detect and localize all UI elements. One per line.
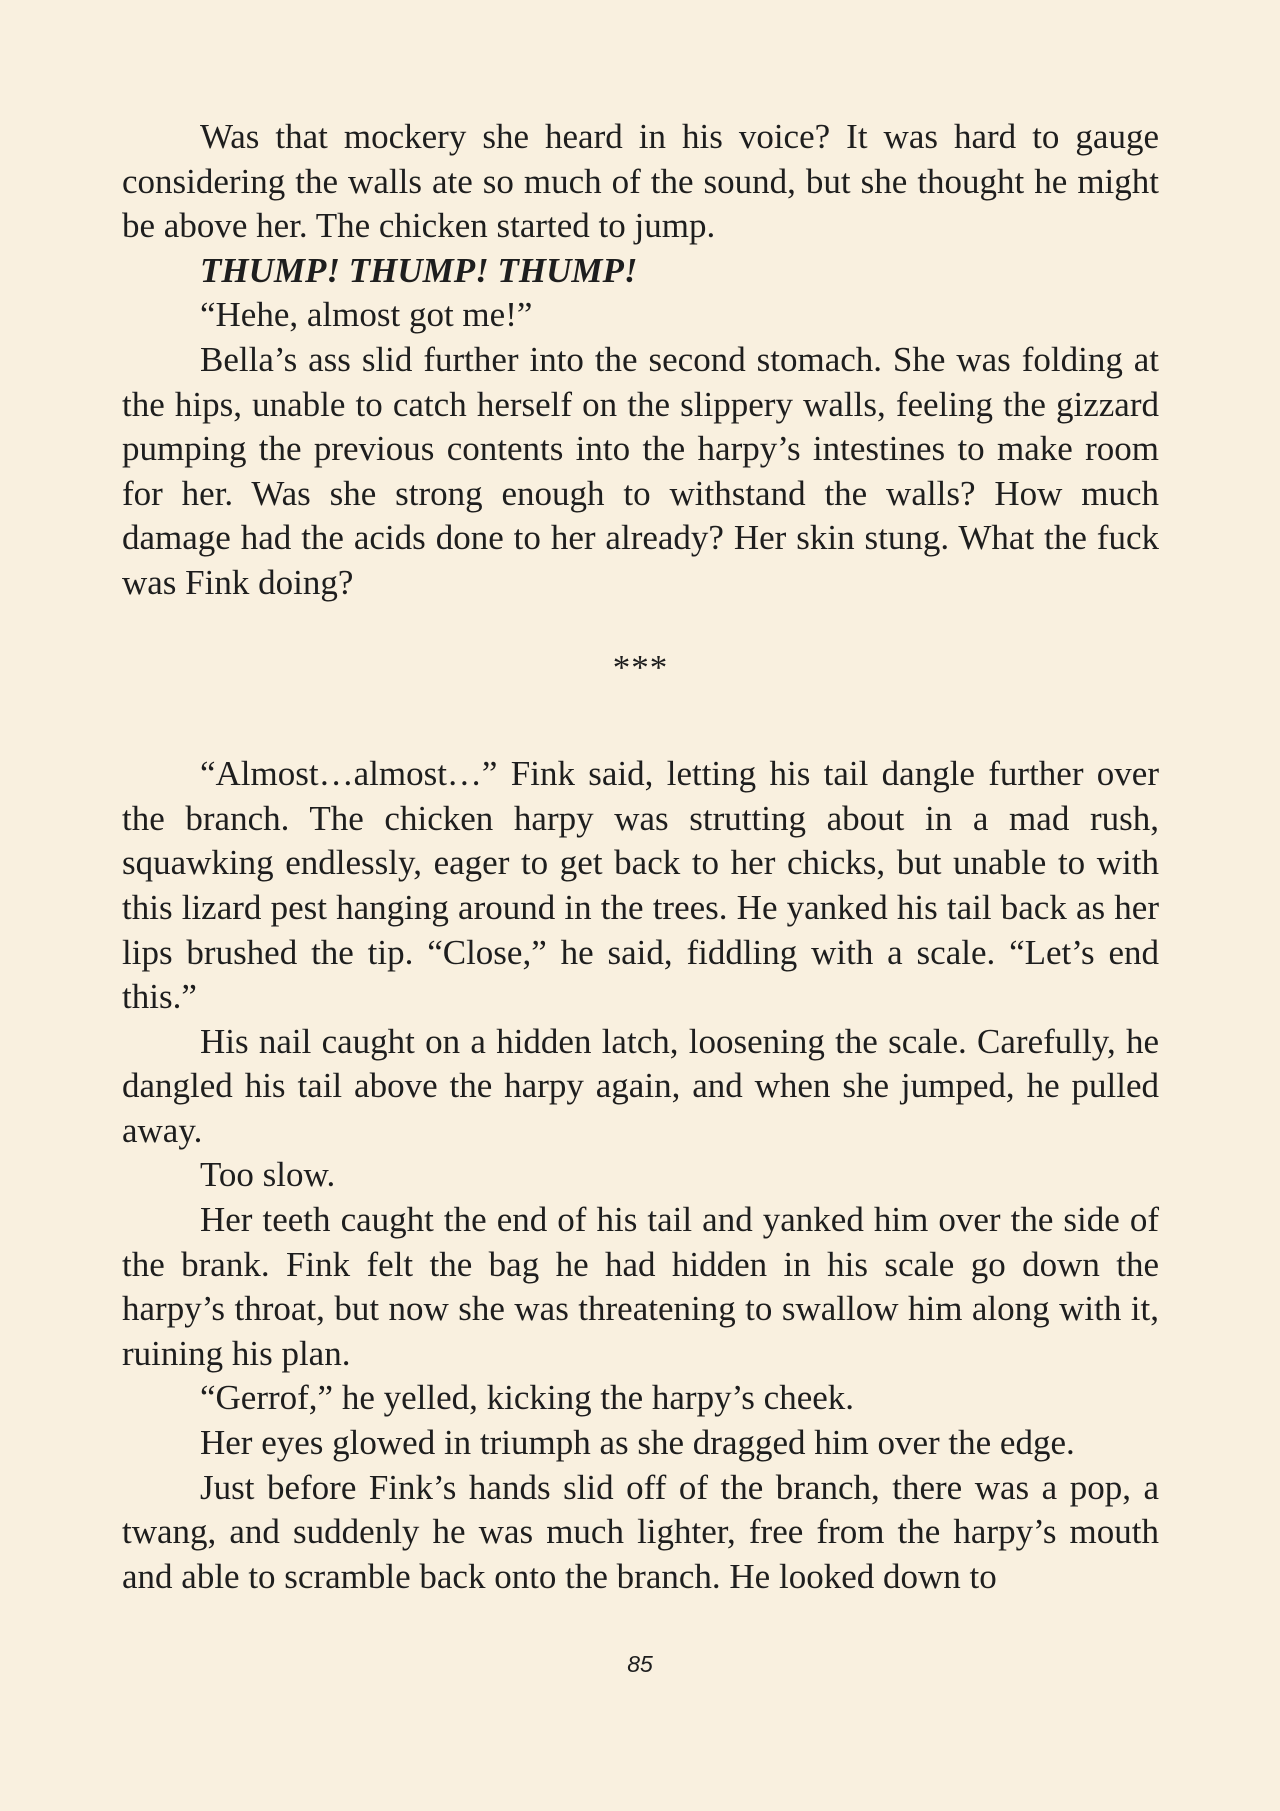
paragraph: Was that mockery she heard in his voice? It was hard to gauge considering the walls ate so much of the sound, but she thought he might be above her. The chicken started to jump. <box>122 117 1159 246</box>
paragraph: Her eyes glowed in triumph as she dragged him over the edge. <box>200 1423 1075 1463</box>
paragraph: Bella’s ass slid further into the second stomach. She was folding at the hips, unable to catch herself on the slippery walls, feeling the gizzard pumping the previous contents into the harpy’s intestines to make room for her. Was she strong enough to withstand the walls? How much damage had the acids done to her already? Her skin stung. What the fuck was Fink doing? <box>122 339 1159 602</box>
scene-break: *** <box>612 647 669 687</box>
paragraph: “Almost…almost…” Fink said, letting his tail dangle further over the branch. The chicken harpy was strutting about in a mad rush, squawking endlessly, eager to get back to her chicks, but unable to with this lizard pest hanging around in the trees. He yanked his tail back as her lips brushed the tip. “Close,” he said, fiddling with a scale. “Let’s end this.” <box>122 754 1159 1017</box>
paragraph: Too slow. <box>200 1155 336 1195</box>
sound-effect-line: THUMP! THUMP! THUMP! <box>200 250 638 290</box>
page-number: 85 <box>627 1651 653 1677</box>
dialogue-line: “Hehe, almost got me!” <box>200 295 533 335</box>
paragraph: Her teeth caught the end of his tail and yanked him over the side of the brank. Fink felt the bag he had hidden in his scale go down the harpy’s throat, but now she was threatening to swallow him along with it, ruining his plan. <box>122 1200 1159 1373</box>
paragraph: His nail caught on a hidden latch, loosening the scale. Carefully, he dangled his tail above the harpy again, and when she jumped, he pulled away. <box>122 1021 1159 1150</box>
book-page-body <box>122 115 1159 1599</box>
paragraph: Just before Fink’s hands slid off of the branch, there was a pop, a twang, and suddenly he was much lighter, free from the harpy’s mouth and able to scramble back onto the branch. He looked down to <box>122 1467 1159 1596</box>
dialogue-line: “Gerrof,” he yelled, kicking the harpy’s cheek. <box>200 1378 855 1418</box>
